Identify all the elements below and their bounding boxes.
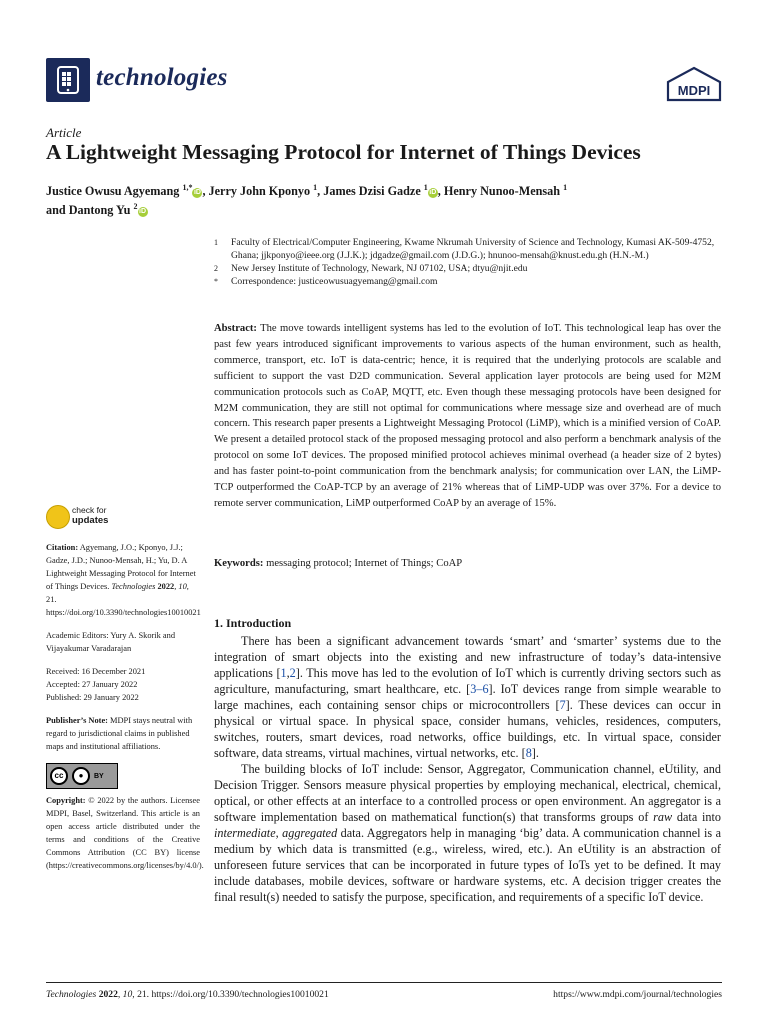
copyright-label: Copyright: — [46, 796, 86, 805]
footer-volume: 10 — [122, 989, 133, 1000]
mdpi-logo-text: MDPI — [677, 83, 711, 98]
orcid-icon[interactable]: iD — [139, 208, 147, 216]
citation-volume: 10 — [178, 582, 187, 591]
author-name[interactable]: Dantong Yu — [68, 203, 131, 218]
author-name[interactable]: Jerry John Kponyo — [208, 184, 311, 199]
affiliation-mark: * — [214, 277, 218, 286]
footer-divider — [46, 982, 722, 983]
publisher-note-label: Publisher’s Note: — [46, 716, 108, 725]
citation-journal: Technologies — [111, 582, 156, 591]
copyright-block — [46, 794, 204, 872]
affiliation-text: Faculty of Electrical/Computer Engineering, Kwame Nkrumah University of Science and Technology, Kumasi AK-509-4752, Ghana; jjkponyo@ieee.org (J.J.K.); jdgadze@gmail.com (J.D.G.); hnunoo-mensah@knust.edu.gh (H.N.-M.) — [231, 237, 715, 261]
received-date: Received: 16 December 2021 — [46, 667, 146, 676]
author-name[interactable]: Justice Owusu Agyemang — [46, 184, 180, 199]
author-name[interactable]: James Dzisi Gadze — [323, 184, 421, 199]
citation-block: Citation: Agyemang, J.O.; Kponyo, J.J.; Gadze, J.D.; Nunoo-Mensah, H.; Yu, D. A Lightweight Messaging Protocol for Internet of Things Devices. Technologies 2022, 10, 21. https://doi.org/10.3390/technologies10010021 — [46, 543, 201, 617]
paragraph — [214, 761, 721, 905]
keywords — [214, 556, 721, 572]
section-heading-introduction: 1. Introduction — [214, 616, 292, 630]
affiliation-item — [214, 275, 734, 288]
text-run: , — [286, 666, 290, 680]
author-affiliation-mark: 1,* — [182, 183, 193, 192]
check-for-updates-button[interactable] — [46, 505, 136, 529]
orcid-icon[interactable]: iD — [429, 189, 437, 197]
footer-journal: Technologies — [46, 989, 97, 1000]
mdpi-logo — [664, 66, 724, 102]
author-affiliation-mark: 1 — [563, 183, 568, 192]
correspondence-text: Correspondence: justiceowusuagyemang@gmail.com — [231, 276, 438, 287]
author-affiliation-mark: 1 — [423, 183, 428, 192]
affiliation-text: New Jersey Institute of Technology, Newark, NJ 07102, USA; dtyu@njit.edu — [231, 263, 528, 274]
orcid-icon[interactable]: iD — [193, 189, 201, 197]
introduction-body — [214, 633, 721, 905]
dates-block — [46, 665, 200, 704]
text-run: ]. IoT devices range from simple wearable to large machines, each containing sensor chips or microcontrollers [ — [214, 682, 721, 712]
affiliation-mark: 2 — [214, 264, 218, 273]
citation-link[interactable]: 2 — [289, 666, 296, 680]
journal-logo — [46, 58, 90, 102]
tablet-grid-icon — [53, 65, 83, 95]
affiliation-mark: 1 — [214, 238, 218, 247]
citation-label: Citation: — [46, 543, 79, 552]
text-run: data. Aggregators help in managing ‘big’ data. A communication channel is a medium by which data is transmitted (e.g., wireless, wired, etc.). An eUtility is an abstraction of unforeseen future services that can be incorporated in future types of IoTs yet to be defined. It may include databases, mobile devices, software or hardware systems, etc. A decision trigger creates the final result(s) needed to satisfy the purpose, specification, and requirements of a specific IoT device. — [214, 826, 721, 904]
citation-text: Agyemang, J.O.; Kponyo, J.J.; Gadze, J.D.; Nunoo-Mensah, H.; Yu, D. A Lightweight Messaging Protocol for Internet of Things Devices. — [46, 543, 196, 591]
journal-name: technologies — [96, 64, 228, 91]
emphasis: raw — [653, 810, 673, 824]
keywords-text: messaging protocol; Internet of Things; CoAP — [266, 558, 463, 569]
citation-year: 2022 — [157, 582, 175, 591]
author-affiliation-mark: 2 — [133, 202, 138, 212]
copyright-text: © 2022 by the authors. Licensee MDPI, Basel, Switzerland. This article is an open access article distributed under the terms and conditions of the Creative Commons Attribution (CC BY) license (https://creativecommons.org/licenses/by/4.0/). — [46, 796, 204, 870]
footer-doi-link[interactable]: , 21. https://doi.org/10.3390/technologies10010021 — [132, 989, 329, 1000]
text-run: , — [275, 826, 283, 840]
creative-commons-icon: cc — [50, 767, 68, 785]
attribution-person-icon: ● — [72, 767, 90, 785]
accepted-date: Accepted: 27 January 2022 — [46, 680, 138, 689]
page-title: A Lightweight Messaging Protocol for Internet of Things Devices — [46, 140, 641, 164]
publisher-note — [46, 714, 200, 753]
abstract — [214, 321, 721, 512]
cc-by-license-badge[interactable] — [46, 763, 118, 789]
sidebar — [46, 541, 204, 882]
cc-by-label: BY — [94, 772, 104, 780]
text-run: ]. — [531, 746, 539, 760]
emphasis: intermediate — [214, 826, 276, 840]
text-run: The building blocks of IoT include: Sensor, Aggregator, Communication channel, eUtility, and Decision Trigger. Sensors measure physical properties by employing mechanical, electrical, chemical, optical, or other effects at an interface to a controlled process or open environment. An aggregator is a software implementation based on mathematical function(s) that transforms groups of — [214, 762, 721, 824]
keywords-label: Keywords: — [214, 558, 264, 569]
text-run: ]. This move has led to the evolution of IoT which is currently driving sectors such as agriculture, manufacturing, smart healthcare, etc. [ — [214, 666, 721, 696]
abstract-label: Abstract: — [214, 323, 257, 334]
published-date: Published: 29 January 2022 — [46, 693, 139, 702]
academic-editors: Academic Editors: Yury A. Skorik and Vijayakumar Varadarajan — [46, 631, 176, 653]
article-type: Article — [46, 125, 82, 140]
citation-link[interactable]: 1 — [280, 666, 287, 680]
footer-year: 2022 — [98, 989, 118, 1000]
footer-journal-url[interactable]: https://www.mdpi.com/journal/technologies — [553, 989, 722, 1000]
check-updates-top-label: check for — [72, 505, 107, 515]
check-updates-icon — [46, 505, 70, 529]
abstract-text: The move towards intelligent systems has led to the evolution of IoT. This technological leap has over the past few years introduced significant improvements to various aspects of the human environment, such as health, commerce, transport, etc. IoT is data-centric; hence, it is required that the underlying protocols are scalable and sufficient to support the vast D2D communication. Several application layer protocols are being used for M2M communication protocols such as CoAP, MQTT, etc. Even though these messaging protocols have been designed for M2M communication, they are still not optimal for communications where message size and overhead are of much concern. This research paper presents a Lightweight Messaging Protocol (LiMP), which is a minified version of CoAP. We present a detailed protocol stack of the proposed messaging protocol and also perform a benchmark analysis of the protocol on some IoT devices. The proposed minified protocol achieves minimal overhead (a header size of 2 bytes) and has faster point-to-point communication from the benchmark analysis; for communication over LAN, the LiMP-TCP outperformed the CoAP-TCP by an average of 21% whereas that of LiMP-UDP was over 37%. For a device to remote server communication, LiMP outperformed CoAP by an average of 15%. — [214, 323, 721, 509]
citation-link[interactable]: 8 — [525, 746, 532, 760]
check-updates-bottom-label: updates — [72, 515, 109, 526]
paragraph — [214, 633, 721, 761]
emphasis: aggregated — [282, 826, 338, 840]
footer-citation: Technologies 2022, 10, 21. https://doi.org/10.3390/technologies10010021 — [46, 989, 329, 1000]
author-name[interactable]: Henry Nunoo-Mensah — [443, 184, 561, 199]
citation-doi[interactable]: , 21. https://doi.org/10.3390/technologies10010021 — [46, 582, 201, 617]
citation-link[interactable]: 3–6 — [470, 682, 489, 696]
affiliation-item — [214, 236, 734, 262]
affiliations — [214, 236, 734, 288]
text-run: There has been a significant advancement towards ‘smart’ and ‘smarter’ systems due to the integration of smart objects into the existing and new infrastructure of today’s data-intensive applications [ — [214, 634, 721, 680]
publisher-note-text: MDPI stays neutral with regard to jurisdictional claims in published maps and institutional affiliations. — [46, 716, 193, 751]
text-run: data into — [672, 810, 721, 824]
citation-link[interactable]: 7 — [559, 698, 566, 712]
text-run: ]. These devices can occur in physical or virtual space. In physical space, consider humans, vehicles, residences, computers, switches, routers, smart devices, road networks, office buildings, etc. In virtual space, consider software, data streams, virtual machines, virtual networks, etc. [ — [214, 698, 721, 760]
author-list: Justice Owusu Agyemang $^{1,*}$iD , Jerry John Kponyo $^1$, James Dzisi Gadze $^1$iD , Henry Nunoo-Mensah $^1$ and Dantong Yu $^2$iD — [46, 183, 568, 218]
affiliation-item — [214, 262, 734, 275]
author-affiliation-mark: 1 — [313, 183, 318, 192]
